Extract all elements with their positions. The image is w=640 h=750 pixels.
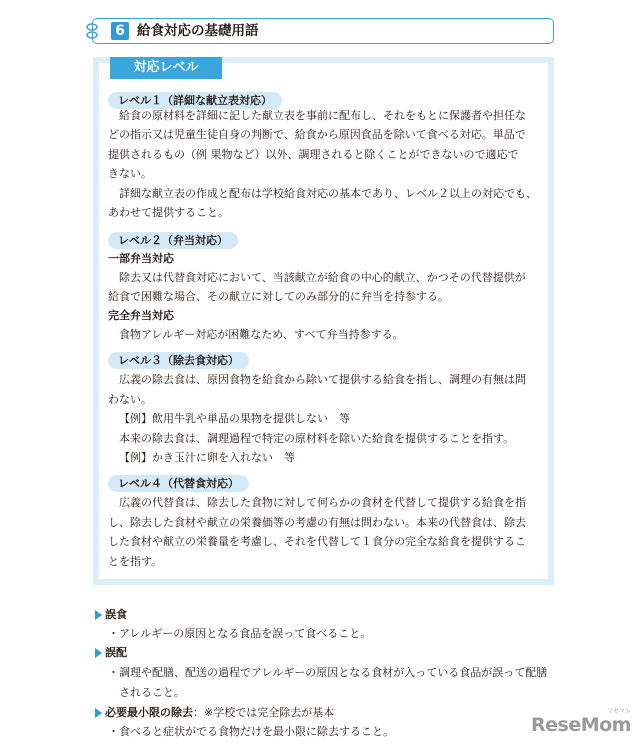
level1-p2-line2: あわせて提供すること。 [108, 206, 229, 219]
level2-sub2-line: 食物アレルギー対応が困難なため、すべて弁当持参する。 [119, 328, 404, 341]
level3-line4: 本来の除去食は、調理過程で特定の原材料を除いた給食を提供することを指す。 [119, 432, 515, 445]
term3-title-row [105, 704, 334, 722]
level2-sub2: 完全弁当対応 [108, 309, 174, 322]
level3-line3: 【例】飲用牛乳や単品の果物を提供しない 等 [119, 412, 350, 425]
level3-line1: 広義の除去食は、原因食物を給食から除いて提供する給食を指し、調理の有無は問 [119, 373, 526, 386]
term1-arrow-icon [95, 610, 102, 620]
level1-p2-line1: 詳細な献立表の作成と配布は学校給食対応の基本であり、レベル２以上の対応でも、 [119, 187, 537, 200]
logo-text: ReseMom [531, 714, 631, 736]
level1-heading: レベル１（詳細な献立表対応） [108, 92, 282, 109]
term3-arrow-icon [95, 708, 102, 718]
level4-line4: とを指す。 [108, 555, 163, 568]
section-title: 給食対応の基礎用語 [137, 23, 259, 39]
term3-note: ：※学校では完全除去が基本 [193, 706, 335, 719]
level3-line2: わない。 [108, 393, 152, 406]
term2-line2: されること。 [108, 686, 185, 699]
level1-p1-line1: 給食の原材料を詳細に記した献立表を事前に配布し、それをもとに保護者や担任な [119, 109, 526, 122]
level3-heading: レベル３（除去食対応） [108, 352, 249, 369]
level4-line2: し、除去した食材や献立の栄養価等の考慮の有無は問わない。本来の代替食は、除去 [108, 516, 526, 529]
binder-coil-icon [85, 22, 99, 40]
term2-arrow-icon [95, 648, 102, 658]
term2-line1: ・調理や配膳、配送の過程でアレルギーの原因となる食材が入っている食品が誤って配膳 [108, 666, 548, 679]
section-header [92, 18, 554, 44]
term3-line1: ・食べると症状がでる食物だけを最小限に除去すること。 [108, 725, 394, 738]
level1-p1-line2: どの指示又は児童生徒自身の判断で、給食から原因食品を除いて食べる対応。単品で [108, 128, 526, 141]
level2-sub1-line2: 給食で困難な場合、その献立に対してのみ部分的に弁当を持参する。 [108, 290, 449, 303]
level4-line3: した食材や献立の栄養量を考慮し、それを代替して１食分の完全な給食を提供するこ [108, 535, 526, 548]
level2-heading: レベル２（弁当対応） [108, 232, 238, 249]
term1-line1: ・アレルギーの原因となる食品を誤って食べること。 [108, 627, 372, 640]
section-number: 6 [111, 22, 129, 40]
level4-line1: 広義の代替食は、除去した食物に対して何らかの食材を代替して提供する給食を指 [119, 496, 526, 509]
term1-title: 誤食 [105, 608, 127, 621]
term3-title: 必要最小限の除去 [105, 706, 193, 719]
level2-sub1: 一部弁当対応 [108, 252, 174, 265]
level3-line5: 【例】かき玉汁に卵を入れない 等 [119, 451, 295, 464]
level2-sub1-line1: 除去又は代替食対応において、当該献立が給食の中心的献立、かつその代替提供が [119, 271, 526, 284]
level1-p1-line4: きない。 [108, 167, 152, 180]
resemom-logo [531, 708, 631, 736]
level1-p1-line3: 提供されるもの（例 果物など）以外、調理されると除くことができないので適応で [108, 148, 519, 161]
level4-heading: レベル４（代替食対応） [108, 475, 249, 492]
levels-tab: 対応レベル [110, 57, 222, 79]
term2-title: 誤配 [105, 646, 127, 659]
logo-sub: リセマム [607, 708, 631, 715]
